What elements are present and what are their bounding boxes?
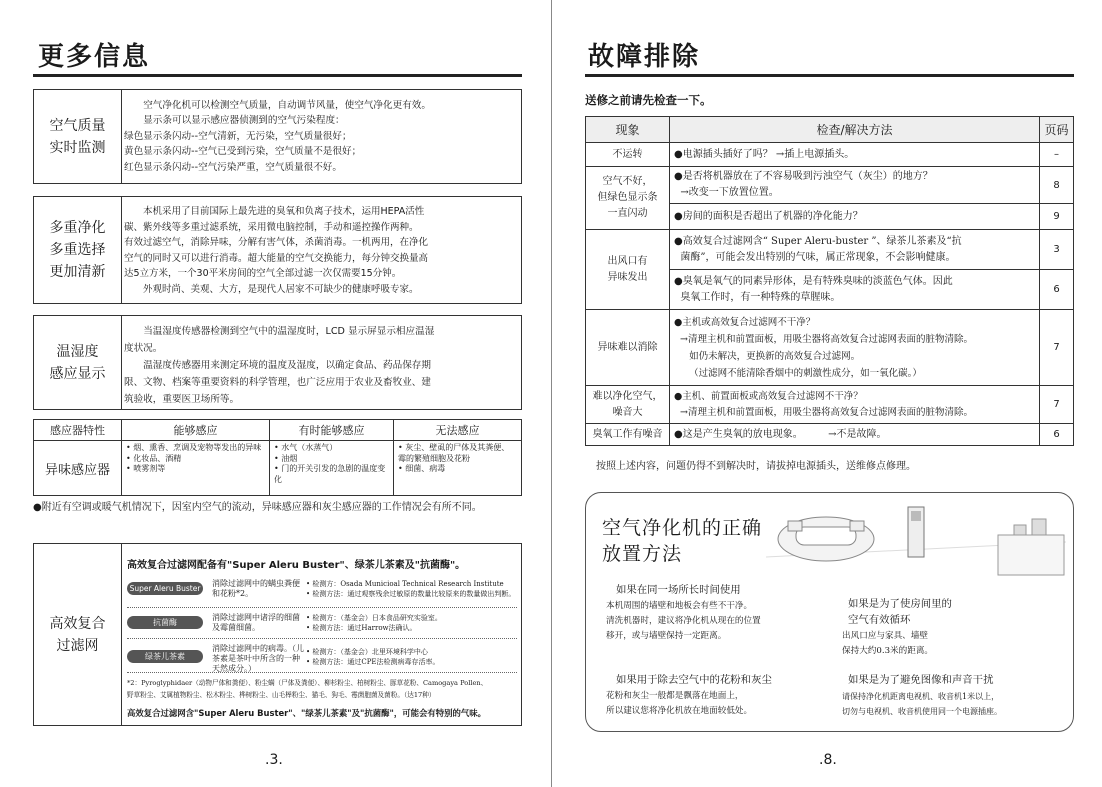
title-rule <box>33 74 522 77</box>
green-tea-catechin-pill: 绿茶儿茶素 <box>127 650 203 663</box>
divider <box>127 672 517 673</box>
solution-cell: ●这是产生臭氧的放电现象。 →不是故障。 <box>670 424 1040 446</box>
list-item: • 水气（水蒸气） <box>274 443 338 452</box>
page-ref: – <box>1040 143 1074 167</box>
info-line: • 检测方法：通过观察残余过敏原的数量比较原来的数量做出判断。 <box>306 590 516 598</box>
sometimes-detect-cell <box>270 441 394 496</box>
title-rule <box>585 74 1074 77</box>
symptom-cell: 臭氧工作有噪音 <box>586 424 670 446</box>
multi-purify-text <box>124 204 515 298</box>
tip-text <box>842 689 1002 719</box>
temp-humidity-box <box>33 315 522 410</box>
text-line: 达5立方米，一个30平米房间的空气全部过滤一次仅需要15分钟。 <box>124 268 402 280</box>
air-quality-label: 空气质量 实时监测 <box>34 90 122 183</box>
sensor-header: 能够感应 <box>122 420 270 441</box>
list-item: • 喷雾剂等 <box>126 464 166 473</box>
filter-item-info <box>306 579 516 599</box>
text-line: 本机采用了目前国际上最先进的臭氧和负离子技术，运用HEPA活性 <box>143 206 425 217</box>
page-ref: 7 <box>1040 310 1074 386</box>
odor-sensor-label: 异味感应器 <box>34 441 122 496</box>
info-line: • 检测方法：通过Harrow法确认。 <box>306 624 417 632</box>
list-item: • 油烟 <box>274 453 298 463</box>
sensor-table <box>33 419 522 496</box>
info-line: • 检测方：（基金会）北里环境科学中心 <box>306 648 428 656</box>
text-line: 有效过滤空气，消除异味，分解有害气体，杀菌消毒。一机两用，在净化 <box>124 237 429 249</box>
sensor-header: 感应器特性 <box>34 420 122 441</box>
multi-purify-label: 多重净化 多重选择 更加清新 <box>34 197 122 303</box>
text-line: 碳、紫外线等多重过滤系统，采用微电脑控制，手动和遥控操作两种。 <box>124 221 419 233</box>
page-number: .8. <box>819 752 837 768</box>
solution-cell: ●电源插头插好了吗？ →插上电源插头。 <box>670 143 1040 167</box>
filter-summary: 高效复合过滤网含"Super Aleru Buster"、"绿茶儿茶素"及"抗菌酶"，可能会有特别的气味。 <box>127 708 486 718</box>
page-title-troubleshooting: 故障排除 <box>588 42 701 72</box>
solution-cell: ●主机、前置面板或高效复合过滤网不干净？ →清理主机和前置面板，用吸尘器将高效复合过滤网表面的脏物清除。 <box>670 386 1040 424</box>
filter-label: 高效复合 过滤网 <box>34 544 122 725</box>
text-line: 绿色显示条闪动--空气清新，无污染，空气质量很好； <box>124 130 352 142</box>
temp-humidity-label: 温湿度 感应显示 <box>34 316 122 409</box>
filter-item-desc: 消除过滤网中诸浮的细菌及霉菌细菌。 <box>212 613 300 632</box>
tip-line: 清洗机器时，建议将净化机从现在的位置 <box>606 616 761 626</box>
symptom-cell: 不运转 <box>586 143 670 167</box>
symptom-cell: 出风口有 异味发出 <box>586 230 670 310</box>
divider <box>127 607 517 608</box>
filter-item-desc: 消除过滤网中的病毒。（儿茶素是茶叶中所含的一种天然成分。） <box>212 644 304 673</box>
tip-line: 请保持净化机距离电视机、收音机1米以上， <box>842 692 1000 701</box>
tip-text <box>606 689 752 719</box>
page-ref: 6 <box>1040 424 1074 446</box>
text-line: 红色显示条闪动--空气污染严重，空气质量很不好。 <box>124 161 342 173</box>
text-line: 外观时尚、美观、大方，是现代人居家不可缺少的健康呼吸专家。 <box>143 283 419 295</box>
page-title-more-info: 更多信息 <box>38 42 151 72</box>
sensor-note: ●附近有空调或暖气机情况下，因室内空气的流动，异味感应器和灰尘感应器的工作情况会有所不同。 <box>33 502 482 513</box>
col-header: 现象 <box>586 117 670 143</box>
divider <box>127 638 517 639</box>
multi-purify-box <box>33 196 522 304</box>
tip-line: 本机周围的墙壁和地板会有些不干净。 <box>606 601 753 611</box>
solution-cell: ●是否将机器放在了不容易吸到污浊空气（灰尘）的地方？ →改变一下放置位置。 <box>670 167 1040 204</box>
tip-line: 保持大约0.3米的距离。 <box>842 646 934 656</box>
antibacterial-enzyme-pill: 抗菌酶 <box>127 616 203 629</box>
right-page <box>551 0 1102 787</box>
text-line: 空气的同时又可以进行消毒。超大能量的空气交换能力，每分钟交换量高 <box>124 252 429 264</box>
sensor-header: 有时能够感应 <box>270 420 394 441</box>
placement-title-line: 放置方法 <box>602 543 683 565</box>
air-quality-box <box>33 89 522 184</box>
sensor-header: 无法感应 <box>394 420 522 441</box>
placement-title <box>602 515 762 567</box>
troubleshooting-table <box>585 116 1074 446</box>
placement-box <box>585 492 1074 732</box>
placement-title-line: 空气净化机的正确 <box>602 517 763 539</box>
intro-text: 送修之前请先检查一下。 <box>585 93 712 107</box>
filter-item-info <box>306 613 516 633</box>
tip-text <box>842 629 933 659</box>
solution-cell: ●主机或高效复合过滤网不干净？ →清理主机和前置面板，用吸尘器将高效复合过滤网表面的脏物清除。 如仍未解决，更换新的高效复合过滤网。 （过滤网不能清除香烟中的刺激性成分，如一氧化碳。） <box>670 310 1040 386</box>
temp-humidity-text <box>124 323 515 408</box>
filter-footnote <box>127 677 522 701</box>
tip-line: 出风口应与家具、墙壁 <box>842 631 928 641</box>
text-line: 限、文物、档案等重要资料的科学管理，也广泛应用于农业及畜牧业、建 <box>124 377 431 388</box>
filter-item-info <box>306 647 516 667</box>
tip-heading: 如果用于除去空气中的花粉和灰尘 <box>610 671 772 686</box>
footnote-line: *2：Pyroglyphidaer（动物尸体和粪便）、粉尘螨（尸体及粪便）、柳杉粉尘、柏树粉尘、豚草花粉、Camogaya Pollen、 <box>127 679 488 687</box>
solution-cell: ●高效复合过滤网含“ Super Aleru-buster ”、绿茶儿茶素及“抗 菌酶”，可能会发出特别的气味，属正常现象，不会影响健康。 <box>670 230 1040 270</box>
air-quality-text <box>124 98 515 175</box>
text-line: 当温湿度传感器检测到空气中的温湿度时，LCD 显示屏显示相应温湿 <box>143 326 435 337</box>
list-item: • 化妆品、酒精 <box>126 453 182 463</box>
info-line: • 检测方法：通过CPE法检测病毒存活率。 <box>306 658 440 666</box>
col-header: 检查/解决方法 <box>670 117 1040 143</box>
text-line: 显示条可以显示感应器侦测到的空气污染程度： <box>143 115 345 127</box>
tip-line: 移开，或与墙壁保持一定距离。 <box>606 631 727 641</box>
room-illustration <box>766 497 1066 587</box>
text-line: 黄色显示条闪动--空气已受到污染，空气质量不是很好； <box>124 146 362 158</box>
text-line: 空气净化机可以检测空气质量，自动调节风量，使空气净化更有效。 <box>143 100 431 111</box>
symptom-cell: 异味难以消除 <box>586 310 670 386</box>
list-item: • 门的开关引发的急剧的温度变化 <box>274 464 386 484</box>
tip-heading: 空气有效循环 <box>842 611 910 626</box>
page-ref: 7 <box>1040 386 1074 424</box>
info-line: • 检测方：（基金会）日本食品研究实验室。 <box>306 614 442 622</box>
page-ref: 9 <box>1040 204 1074 230</box>
text-line: 温湿度传感器用来测定环境的温度及湿度，以确定食品、药品保存期 <box>143 360 431 371</box>
symptom-cell: 难以净化空气， 噪音大 <box>586 386 670 424</box>
filter-item-desc: 消除过滤网中的螨虫粪便和花粉*2。 <box>212 579 300 598</box>
solution-cell: ●房间的面积是否超出了机器的净化能力？ <box>670 204 1040 230</box>
col-header: 页码 <box>1040 117 1074 143</box>
filter-box <box>33 543 522 726</box>
page-ref: 3 <box>1040 230 1074 270</box>
page-ref: 8 <box>1040 167 1074 204</box>
text-line: 度状况。 <box>124 343 163 354</box>
tip-heading: 如果是为了避免图像和声音干扰 <box>842 671 993 686</box>
list-item: • 烟、熏香、烹调及宠物等发出的异味 <box>126 443 262 452</box>
info-line: • 检测方：Osada Municioal Technical Research Institute <box>306 580 504 588</box>
tip-heading: 如果在同一场所长时间使用 <box>610 581 741 596</box>
tip-line: 切勿与电视机、收音机使用同一个电源插座。 <box>842 707 1002 716</box>
tip-text <box>606 599 761 644</box>
symptom-cell: 空气不好， 但绿色显示条 一直闪动 <box>586 167 670 230</box>
footnote-line: 野草粉尘、艾属植物粉尘、松木粉尘、桦树粉尘、山毛榉粉尘、猫毛、狗毛、霉菌胞菌及菌粉。（达17种） <box>127 691 436 699</box>
can-detect-cell <box>122 441 270 496</box>
after-note: 按照上述内容，问题仍得不到解决时，请拔掉电源插头，送维修点修理。 <box>596 461 916 472</box>
text-line: 筑验收，重要医卫场所等。 <box>124 394 240 405</box>
list-item: • 细菌、病毒 <box>398 464 446 473</box>
page-ref: 6 <box>1040 270 1074 310</box>
filter-heading: 高效复合过滤网配备有"Super Aleru Buster"、绿茶儿茶素及"抗菌酶"。 <box>127 560 466 571</box>
super-aleru-buster-pill: Super Aleru Buster <box>127 582 203 595</box>
list-item: • 灰尘、壁虱的尸体及其粪便、霉的繁殖细胞及花粉 <box>398 443 510 463</box>
tip-heading: 如果是为了使房间里的 <box>842 595 952 610</box>
solution-cell: ●臭氧是氧气的同素异形体，是有特殊臭味的淡蓝色气体。因此 臭氧工作时，有一种特殊的草腥味。 <box>670 270 1040 310</box>
page-number: .3. <box>265 752 283 768</box>
tip-line: 花粉和灰尘一般都是飘落在地面上， <box>606 691 744 701</box>
cannot-detect-cell <box>394 441 522 496</box>
tip-line: 所以建议您将净化机放在地面较低处。 <box>606 706 753 716</box>
